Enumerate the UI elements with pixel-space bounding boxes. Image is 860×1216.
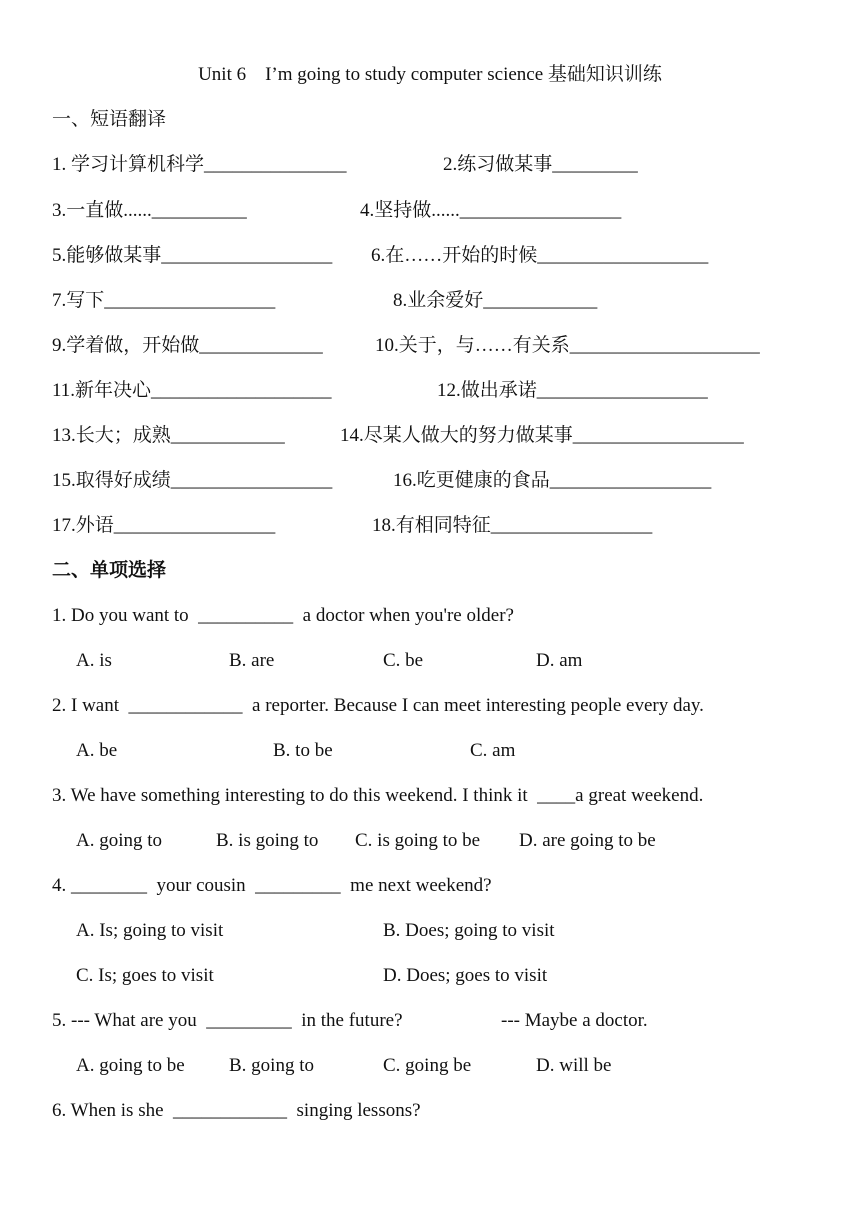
option-c: C. is going to be: [355, 830, 481, 851]
translation-item: 2.练习做某事_________: [443, 154, 638, 175]
option-d: D. am: [536, 650, 583, 671]
translation-item: 3.一直做......__________: [52, 200, 247, 221]
translation-item: 10.关于，与……有关系____________________: [375, 335, 760, 356]
question-stem: 1. Do you want to __________ a doctor when you're older?: [52, 605, 514, 626]
option-b: B. going to: [229, 1055, 314, 1076]
option-c: C. am: [470, 740, 516, 761]
translation-item: 18.有相同特征_________________: [372, 515, 653, 536]
translation-item: 5.能够做某事__________________: [52, 245, 333, 266]
option-a: A. going to be: [76, 1055, 185, 1076]
translation-item: 13.长大；成熟____________: [52, 425, 285, 446]
translation-item: 1. 学习计算机科学_______________: [52, 154, 347, 175]
translation-item: 16.吃更健康的食品_________________: [393, 470, 712, 491]
option-a: A. Is; going to visit: [76, 920, 224, 941]
translation-item: 11.新年决心___________________: [52, 380, 332, 401]
translation-item: 4.坚持做......_________________: [360, 200, 622, 221]
translation-item: 9.学着做，开始做_____________: [52, 335, 323, 356]
translation-item: 7.写下__________________: [52, 290, 276, 311]
option-b: B. is going to: [216, 830, 319, 851]
option-d: D. Does; goes to visit: [383, 965, 548, 986]
option-a: A. be: [76, 740, 118, 761]
translation-item: 8.业余爱好____________: [393, 290, 598, 311]
option-b: B. to be: [273, 740, 333, 761]
translation-item: 14.尽某人做大的努力做某事__________________: [340, 425, 744, 446]
option-b: B. are: [229, 650, 275, 671]
translation-item: 15.取得好成绩_________________: [52, 470, 333, 491]
option-c: C. Is; goes to visit: [76, 965, 214, 986]
translation-item: 17.外语_________________: [52, 515, 276, 536]
translation-item: 12.做出承诺__________________: [437, 380, 708, 401]
option-a: A. going to: [76, 830, 163, 851]
option-a: A. is: [76, 650, 112, 671]
question-stem: 2. I want ____________ a reporter. Because I can meet interesting people every day.: [52, 695, 704, 716]
worksheet-title: Unit 6 I’m going to study computer science 基础知识训练: [198, 64, 662, 85]
question-stem: 5. --- What are you _________ in the future?: [52, 1010, 403, 1031]
option-d: D. are going to be: [519, 830, 656, 851]
question-stem: 4. ________ your cousin _________ me next weekend?: [52, 875, 492, 896]
question-answer: --- Maybe a doctor.: [501, 1010, 648, 1031]
section-heading-translation: 一、短语翻译: [52, 109, 167, 130]
section-heading-choice: 二、单项选择: [52, 560, 167, 581]
question-stem: 3. We have something interesting to do this weekend. I think it ____a great weekend.: [52, 785, 704, 806]
option-d: D. will be: [536, 1055, 612, 1076]
question-stem: 6. When is she ____________ singing lessons?: [52, 1100, 421, 1121]
option-c: C. be: [383, 650, 424, 671]
translation-item: 6.在……开始的时候__________________: [371, 245, 709, 266]
option-b: B. Does; going to visit: [383, 920, 555, 941]
option-c: C. going be: [383, 1055, 472, 1076]
